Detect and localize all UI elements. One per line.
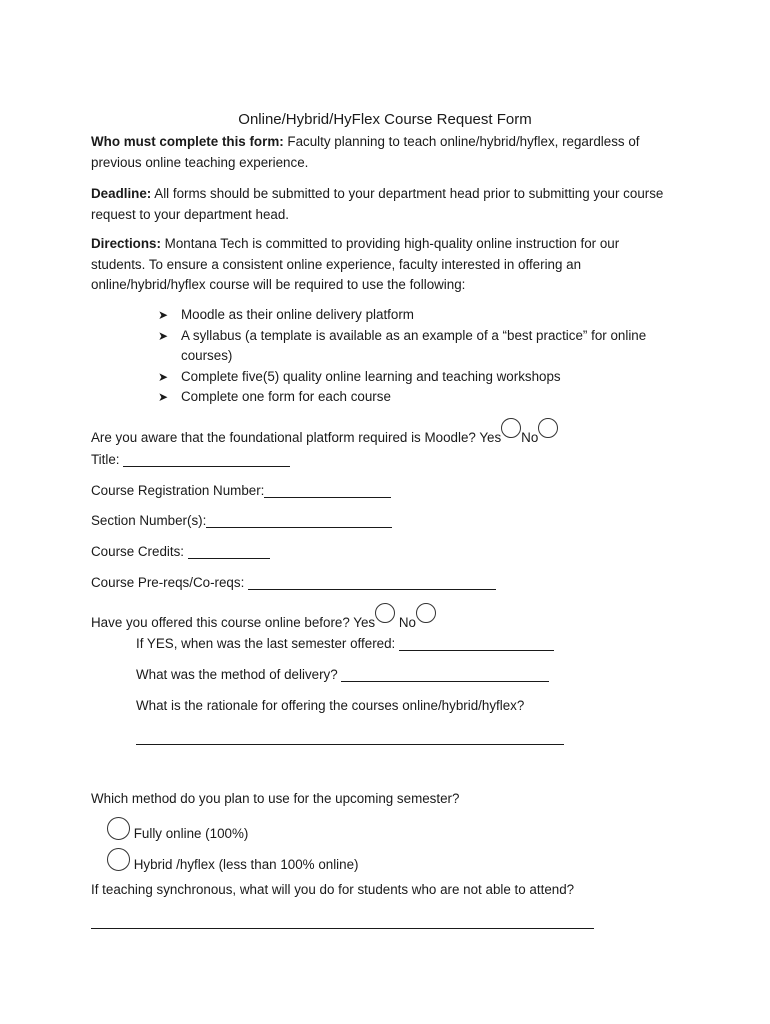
method-option-fully-online[interactable]	[107, 817, 248, 845]
directions-paragraph	[91, 234, 676, 296]
list-item: ➤ Complete five(5) quality online learning and teaching workshops	[158, 367, 678, 388]
offered-before-label: Have you offered this course online before? Yes	[91, 615, 376, 630]
last-semester-row	[136, 634, 554, 655]
moodle-no-label: No	[521, 430, 539, 445]
section-field-input[interactable]	[206, 513, 392, 528]
rationale-input-line[interactable]	[136, 744, 564, 745]
method-question-label: Which method do you plan to use for the upcoming semester?	[91, 791, 460, 806]
list-item: ➤ Complete one form for each course	[158, 387, 678, 408]
arrow-bullet-icon: ➤	[158, 390, 169, 405]
method-delivery-label: What was the method of delivery?	[136, 667, 342, 682]
prereqs-field-input[interactable]	[248, 575, 496, 590]
title-field-row	[91, 450, 290, 471]
form-title: Online/Hybrid/HyFlex Course Request Form	[238, 111, 532, 128]
moodle-no-radio[interactable]	[538, 418, 558, 438]
moodle-question-label: Are you aware that the foundational platform required is Moodle? Yes	[91, 430, 502, 445]
title-field-input[interactable]	[123, 452, 290, 467]
requirements-list	[158, 305, 678, 408]
rationale-label: What is the rationale for offering the courses online/hybrid/hyflex?	[136, 698, 525, 713]
fully-online-label: Fully online (100%)	[133, 826, 249, 841]
credits-field-input[interactable]	[188, 544, 270, 559]
hybrid-label: Hybrid /hyflex (less than 100% online)	[133, 857, 359, 872]
who-must-complete-paragraph	[91, 132, 676, 173]
credits-field-row	[91, 542, 270, 563]
deadline-paragraph	[91, 184, 676, 225]
method-delivery-input[interactable]	[341, 667, 549, 682]
who-must-complete-label: Who must complete this form:	[91, 134, 284, 149]
last-semester-label: If YES, when was the last semester offered:	[136, 636, 399, 651]
method-option-hybrid[interactable]	[107, 848, 359, 876]
crn-field-label: Course Registration Number:	[91, 483, 265, 498]
deadline-text: All forms should be submitted to your department head prior to submitting your course request to your department head.	[91, 186, 664, 222]
prereqs-field-label: Course Pre-reqs/Co-reqs:	[91, 575, 249, 590]
arrow-bullet-icon: ➤	[158, 328, 169, 343]
directions-label: Directions:	[91, 236, 161, 251]
title-field-label: Title:	[91, 452, 124, 467]
offered-no-label: No	[395, 615, 416, 630]
prereqs-field-row	[91, 573, 496, 594]
offered-before-row	[91, 603, 436, 634]
who-must-complete-text: Faculty planning to teach online/hybrid/hyflex, regardless of previous online teaching experience.	[91, 134, 640, 170]
list-item: ➤ Moodle as their online delivery platform	[158, 305, 678, 326]
crn-field-row	[91, 481, 391, 502]
directions-text: Montana Tech is committed to providing high-quality online instruction for our students. To ensure a consistent online experience, faculty interested in offering an online/hybrid/hyflex course will be required to use the following:	[91, 236, 620, 293]
synchronous-answer-line[interactable]	[91, 928, 594, 929]
offered-yes-radio[interactable]	[375, 603, 395, 623]
synchronous-question-label: If teaching synchronous, what will you do for students who are not able to attend?	[91, 882, 575, 897]
list-item: ➤ A syllabus (a template is available as an example of a “best practice” for online courses)	[158, 327, 647, 364]
deadline-label: Deadline:	[91, 186, 152, 201]
method-delivery-row	[136, 665, 549, 686]
arrow-bullet-icon: ➤	[158, 369, 169, 384]
fully-online-radio[interactable]	[107, 817, 130, 840]
hybrid-radio[interactable]	[107, 848, 130, 871]
moodle-yes-radio[interactable]	[501, 418, 521, 438]
last-semester-input[interactable]	[399, 636, 554, 651]
credits-field-label: Course Credits:	[91, 544, 188, 559]
crn-field-input[interactable]	[264, 483, 391, 498]
arrow-bullet-icon: ➤	[158, 308, 169, 322]
moodle-question-row	[91, 418, 558, 449]
section-field-label: Section Number(s):	[91, 513, 207, 528]
offered-no-radio[interactable]	[416, 603, 436, 623]
section-field-row	[91, 511, 392, 532]
